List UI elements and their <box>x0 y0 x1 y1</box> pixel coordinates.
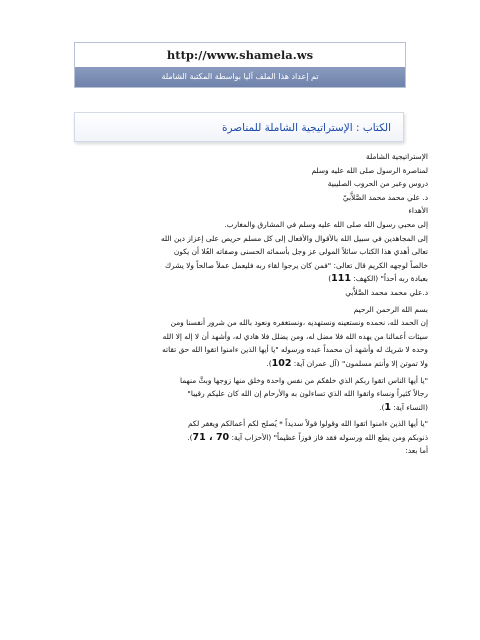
line-suffix: ). <box>266 358 272 368</box>
verse-number: 102 <box>271 357 292 369</box>
line-text: "يا أيها الذين ءامنوا اتقوا الله وقولوا قولاً سديداً * يُصلح لكم أعمالكم ويغفر لكم <box>187 419 428 429</box>
book-title: الكتاب : الإستراتيجية الشاملة للمناصرة <box>221 122 391 134</box>
verse-number: 1 <box>384 401 391 413</box>
line-suffix: ). <box>187 432 193 442</box>
text-line <box>52 387 428 401</box>
text-line <box>52 431 428 445</box>
text-line <box>52 286 428 300</box>
text-line <box>52 303 428 317</box>
line-text: "يا أيها الناس اتقوا ربكم الذي خلقكم من نفس واحدة وخلق منها زوجها وبثَّ منهما <box>180 375 428 385</box>
body-text <box>52 150 428 458</box>
line-text: خالصاً لوجهه الكريم قال تعالى: "فمن كان يرجوا لقاء ربه فليعمل عملاً صالحاً ولا يشرك <box>164 260 428 270</box>
line-text: بسم الله الرحمن الرحيم <box>353 304 428 314</box>
text-line <box>52 232 428 246</box>
line-text: وحده لا شريك له وأشهد أن محمداً عبده ورسوله "يا أيها الذين ءامنوا اتقوا الله حق تقاته <box>162 345 428 355</box>
text-line <box>52 245 428 259</box>
line-text: الإستراتيجية الشاملة <box>366 152 428 161</box>
text-line <box>52 330 428 344</box>
line-text: ولا تموتن إلا وأنتم مسلمون" (آل عمران آية: <box>291 358 428 368</box>
line-text: إلى المجاهدين في سبيل الله بالأقوال والأفعال إلى كل مسلم حريص على إعزاز دين الله <box>160 233 428 243</box>
shamela-banner <box>74 42 406 88</box>
line-text: (النساء آية: <box>390 402 428 412</box>
line-text: لمناصرة الرسول صلى الله عليه وسلم <box>311 165 428 175</box>
verse-number: 111 <box>331 273 351 285</box>
line-text: د.علي محمد محمد الصَّلاَّبي <box>345 287 428 297</box>
text-line <box>52 204 428 218</box>
verse-number: 70 ، 71 <box>192 431 230 443</box>
text-line <box>52 401 428 415</box>
text-line <box>52 218 428 232</box>
line-text: أما بعد: <box>405 446 428 456</box>
text-line <box>52 259 428 273</box>
line-text: دروس وعبر من الحروب الصليبية <box>327 179 428 189</box>
line-text: إلى محبي رسول الله صلى الله عليه وسلم في المشارق والمغارب. <box>224 219 428 229</box>
text-line <box>52 177 428 191</box>
text-line <box>52 417 428 431</box>
text-line <box>52 164 428 178</box>
line-text: رجالاً كثيراً ونساء واتقوا الله الذي تساءلون به والأرحام إن الله كان عليكم رقيبا" <box>187 389 428 399</box>
book-title-box <box>74 112 404 142</box>
line-text: سيئات أعمالنا من يهده الله فلا مضل له، ومن يضلل فلا هادي له، وأشهد أن لا إله إلا الله <box>162 331 428 341</box>
text-line <box>52 316 428 330</box>
text-line <box>52 150 428 164</box>
line-suffix: ) <box>328 274 332 284</box>
banner-subtitle: تم إعداد هذا الملف آليا بواسطة المكتبة الشاملة <box>75 67 405 87</box>
line-text: إن الحمد لله، نحمده ونستعينه ونستهديه ،ونستغفره ونعود بالله من شرور أنفسنا ومن <box>170 318 428 328</box>
line-text: تعالى أهدي هذا الكتاب سائلاً المولى عز وجل بأسمائه الحسنى وصفاته العُلا أن يكون <box>173 247 428 257</box>
text-line <box>52 374 428 388</box>
text-line <box>52 357 428 371</box>
text-line <box>52 343 428 357</box>
site-url[interactable]: http://www.shamela.ws <box>75 43 405 67</box>
line-text: بعبادة ربه أحداً" (الكهف: <box>350 274 428 284</box>
line-text: د. علي محمد محمد الصَّلاَّبيّ <box>342 192 428 202</box>
text-line <box>52 444 428 458</box>
text-line <box>52 191 428 205</box>
line-text: ذنوبكم ومن يطع الله ورسوله فقد فاز فوزاً عظيماً" (الأحزاب آية: <box>229 432 428 442</box>
line-text: الأهداء <box>408 206 428 216</box>
text-line <box>52 272 428 286</box>
line-suffix: ). <box>379 402 385 412</box>
